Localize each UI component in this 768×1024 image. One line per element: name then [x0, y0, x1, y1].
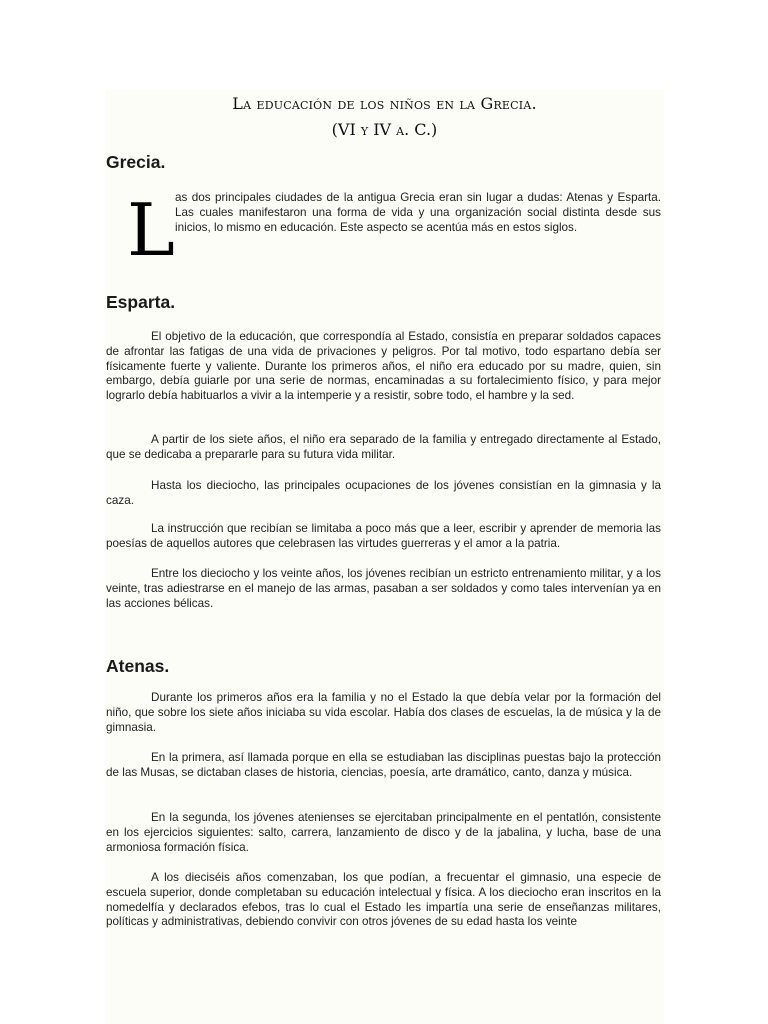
section-heading-grecia: Grecia.: [106, 152, 166, 172]
paragraph-esparta-2: A partir de los siete años, el niño era separado de la familia y entregado directamente al Estado, que se dedicaba a prepararle para su futura vida militar.: [106, 433, 661, 461]
paragraph-grecia: as dos principales ciudades de la antigua Grecia eran sin lugar a dudas: Atenas y Esparta. Las cuales manifestaron una forma de vida y una organización social distinta desde sus inicios, lo mismo en educación. Este aspecto se acentúa más en estos siglos.: [175, 191, 661, 234]
section-heading-atenas: Atenas.: [106, 656, 170, 676]
section-heading-esparta: Esparta.: [106, 292, 176, 312]
drop-cap: L: [127, 188, 175, 272]
paragraph-atenas-3: En la segunda, los jóvenes atenienses se ejercitaban principalmente en el pentatlón, consistente en los ejercicios siguientes: salto, carrera, lanzamiento de disco y de la jabalina, y lucha, base de una armoniosa formación física.: [106, 811, 661, 854]
page-subtitle: (VI y IV a. C.): [331, 120, 438, 139]
paragraph-atenas-2: En la primera, así llamada porque en ella se estudiaban las disciplinas puestas bajo la protección de las Musas, se dictaban clases de historia, ciencias, poesía, arte dramático, canto, danza y música.: [106, 751, 661, 779]
paragraph-esparta-1: El objetivo de la educación, que correspondía al Estado, consistía en preparar soldados capaces de afrontar las fatigas de una vida de privaciones y peligros. Por tal motivo, todo espartano debía ser físicamente fuerte y valiente. Durante los primeros años, el niño era educado por su madre, quien, sin embargo, debía guiarle por una serie de normas, encaminadas a su fortalecimiento físico, y para mejor lograrlo debía habituarlos a vivir a la intemperie y a resistir, sobre todo, el hambre y la sed.: [106, 330, 661, 403]
document-page: [105, 90, 664, 1024]
paragraph-esparta-4: La instrucción que recibían se limitaba a poco más que a leer, escribir y aprender de memoria las poesías de aquellos autores que celebrasen las virtudes guerreras y el amor a la patria.: [106, 522, 661, 550]
paragraph-atenas-1: Durante los primeros años era la familia y no el Estado la que debía velar por la formación del niño, que sobre los siete años iniciaba su vida escolar. Había dos clases de escuelas, la de música y la de gimnasia.: [106, 691, 661, 734]
paragraph-esparta-5: Entre los dieciocho y los veinte años, los jóvenes recibían un estricto entrenamiento militar, y a los veinte, tras adiestrarse en el manejo de las armas, pasaban a ser soldados y como tales intervenían ya en las acciones bélicas.: [106, 567, 661, 610]
paragraph-atenas-4: A los dieciséis años comenzaban, los que podían, a frecuentar el gimnasio, una especie de escuela superior, donde completaban su educación intelectual y física. A los dieciocho eran inscritos en la nomedelfía y declarados efebos, tras lo cual el Estado les impartía una serie de enseñanzas militares, políticas y administrativas, debiendo convivir con otros jóvenes de su edad hasta los veinte: [106, 871, 661, 929]
paragraph-esparta-3: Hasta los dieciocho, las principales ocupaciones de los jóvenes consistían en la gimnasia y la caza.: [106, 479, 661, 507]
page-title: La educación de los niños en la Grecia.: [232, 94, 537, 113]
